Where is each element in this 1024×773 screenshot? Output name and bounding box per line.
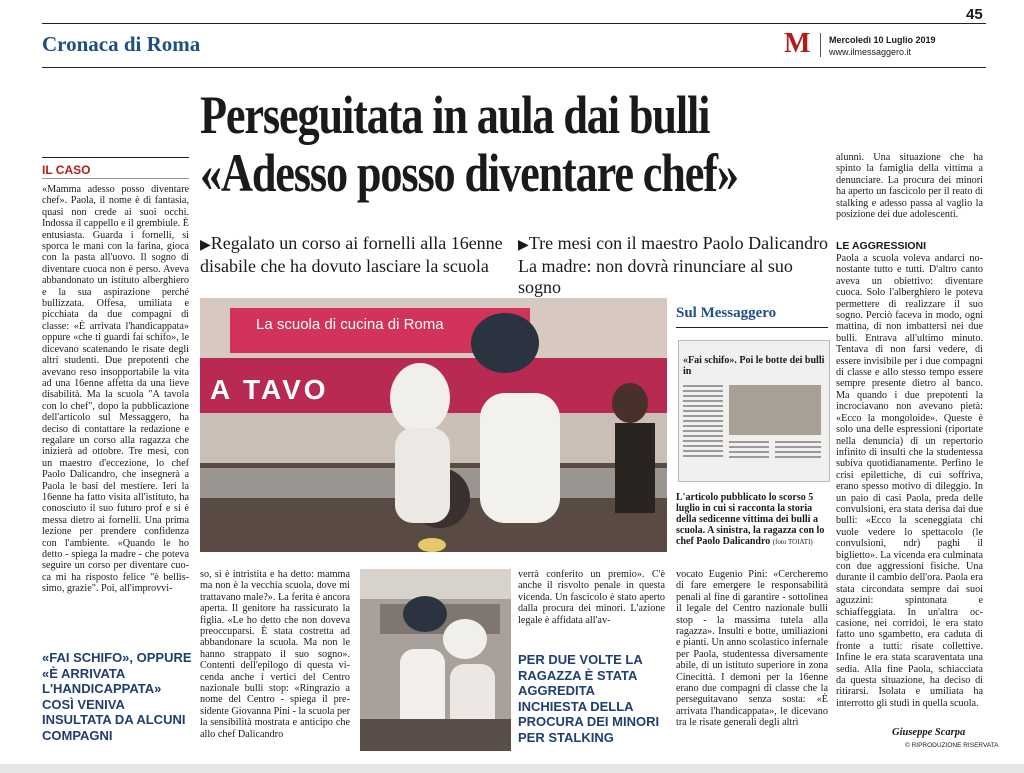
sidebar-title: Sul Messaggero xyxy=(676,305,777,321)
messaggero-logo: M xyxy=(784,28,811,59)
main-photo-illustration xyxy=(200,298,667,552)
subtitle-le-aggressioni: LE AGGRESSIONI xyxy=(836,240,927,252)
middle-column-2-text: verrà conferito un premio». C'è anche il risvolto penale in questa vicenda. Un fascicolo è stato aperto dalla procura dei minori. L'azione legale è affidata all'av- xyxy=(518,569,665,626)
clipping-columns xyxy=(679,379,829,482)
left-column-rule xyxy=(42,157,189,158)
middle-column-3-text: vocato Eugenio Pini: «Cercheremo di fare emergere le responsabilità penali al fine di garantire - sottolinea il legale del Centro nazionale bulli stop - la massima tutela alla ragazza». Insulti e botte, umiliazioni e pianti. Un anno scolastico infernale per Paola, studentessa diversamente abile, di un istituto superiore in zona Cinecittà. I demoni per la 16enne erano due compagni di classe che la perseguitavano senza sosta: «È arrivata l'handicappata», le dicevano tra le risate generali degli altri xyxy=(676,569,828,729)
secondary-photo xyxy=(360,569,511,751)
byline: Giuseppe Scarpa xyxy=(892,727,966,738)
sidebar-rule xyxy=(676,327,828,328)
website-url: www.ilmessaggero.it xyxy=(829,47,912,57)
sidebar-caption: L'articolo pubblicato lo scorso 5 luglio in cui si racconta la storia della sedicenne vittima dei bulli a scuola. A sinistra, la ragazza con lo chef Paolo Dalicandro (foto TOIATI) xyxy=(676,492,825,547)
masthead-divider xyxy=(820,33,821,57)
page-number: 45 xyxy=(966,6,983,23)
copyright-notice: © RIPRODUZIONE RISERVATA xyxy=(905,742,999,749)
right-column-text-1: alunni. Una situazione che ha spinto la famiglia della vittima a denunciare. La procura dei minori ha aperto un fascicolo per il reato di stalking e adesso passa al vaglio la posizione dei due adolescenti. xyxy=(836,152,983,221)
kicker-il-caso: IL CASO xyxy=(42,163,91,177)
photo-credit: (foto TOIATI) xyxy=(772,538,813,546)
subhead-1: ▶Regalato un corso ai fornelli alla 16enne disabile che ha dovuto lasciare la scuola xyxy=(200,233,503,276)
kicker-rule xyxy=(42,178,189,179)
section-title: Cronaca di Roma xyxy=(42,32,201,56)
triangle-right-icon: ▶ xyxy=(200,238,211,253)
top-rule xyxy=(42,23,986,24)
right-column-text-2: Paola a scuola voleva andarci nonostante tutto e tutti. D'altro canto aveva un obiettivo: diventare cuoca. Solo l'alberghiero le poteva permettere di realizzare il suo sogno. Perciò faceva in modo, ogni mattina, di non imbattersi nei due bulli. Entrava all'ultimo minuto. Tentava di non farsi vedere, di essere invisibile per i due compagni di classe e allo stesso tempo essere sempre presente dietro al banco. Ma quando i due prepotenti la incrociavano non avevano pietà: «Ecco la mongoloide». Queste è solo una delle espressioni (riportate nella denuncia) di un repertorio infinito di insulti che la studentessa subiva quotidianamente. Perfino le crisi epilettiche, di cui soffriva, erano spesso motivo di dileggio. In un paio di casi Paola, preda delle convulsioni, era stata derisa dai due bulli: «Ecco la sceneggiata chi vuole vedere lo spettacolo (le convulsioni, ndr) paghi il biglietto». La vicenda era culminata con due aggressioni fisiche. Una durante il cambio dell'ora. Paola era stata circondata sempre dai suoi aguzzini: spintonata e schiaffeggiata. In un'altra occasione, nei corridoi, le era stato fatto uno sgambetto, era caduta di fronte a tutti: risate collettive. Infine le era stata scaraventata una sedia. Alla fine Paola, schiacciata da questa situazione, ha deciso di ritirarsi. Isolata e umiliata ha interrotto gli studi in quella scuola. xyxy=(836,253,983,709)
page-bottom-band xyxy=(0,764,1024,773)
main-photo xyxy=(200,298,667,552)
school-sign: La scuola di cucina di Roma xyxy=(256,316,444,333)
pullquote-middle: PER DUE VOLTE LA RAGAZZA È STATA AGGREDITA INCHIESTA DELLA PROCURA DEI MINORI PER STALKING xyxy=(518,652,660,745)
header-rule xyxy=(42,67,986,68)
triangle-right-icon: ▶ xyxy=(518,238,529,253)
secondary-photo-illustration xyxy=(360,569,511,751)
left-column-text: «Mamma adesso posso diventare chef». Paola, il nome è di fantasia, quasi non crede ai suoi occhi. Indossa il cappello e il grembiule. È entusiasta. Guarda i fornelli, si sporca le mani con la farina, gioca con la pasta all'uovo. Il sogno di diventare cuoca non è perso. Aveva abbandonato un istituto alberghiero e la sua aspirazione perché bullizzata. Offesa, umiliata e picchiata da due compagni di classe: «È arrivata l'handicappata» oppure «che ti guardi fai schifo», le dicevano scatenando le risate degli altri studenti. Due prepotenti che avevano reso insopportabile la vita ad una 16enne affetta da una lieve disabilità. Ma la scuola "A tavola con lo chef", dopo la pubblicazione dell'articolo sul Messaggero, ha deciso di contattare la redazione e regalare un corso alla ragazza che inizierà ad ottobre. Tre mesi, con un maestro d'eccezione, lo chef Paolo Dalicandro, che insegnerà a Paola le basi del mestiere. Ieri la 16enne ha fatto visita all'istituto, ha conosciuto il suo futuro prof e si è messa dietro ai fornelli. Una prima lezione per prendere confidenza con l'ambiente. «Quando le ho detto - spiega la madre - che poteva seguire un corso per diventare cuoca mi ha risposto felice "è bellissimo, grazie". Poi, all'improvvi- xyxy=(42,184,189,595)
pullquote-left: «FAI SCHIFO», OPPURE «È ARRIVATA L'HANDICAPPATA» COSÌ VENIVA INSULTATA DA ALCUNI COMPAGNI xyxy=(42,650,192,743)
headline-line-2: «Adesso posso diventare chef» xyxy=(200,143,738,203)
article-clipping xyxy=(678,340,830,482)
issue-date: Mercoledì 10 Luglio 2019 xyxy=(829,35,936,45)
middle-column-1-text: so, si è intristita e ha detto: mamma ma non è la vecchia scuola, dove mi trattavano male?». La ferita è ancora aperta. Il genitore ha rassicurato la figlia. «Le ho detto che non doveva preoccuparsi. È stata costretta ad abbandonare la scuola. Ma non le hanno strappato il suo sogno». Contenti dell'epilogo di questa vicenda anche i vertici del Centro nazionale bulli stop: «Ringrazio a nome del Centro - spiega il presidente Giovanna Pini - la scuola per la sensibilità mostrata e anticipo che allo chef Dalicandro xyxy=(200,569,350,740)
subhead-2: ▶Tre mesi con il maestro Paolo Dalicandro La madre: non dovrà rinunciare al suo sogno xyxy=(518,233,829,297)
clipping-headline: «Fai schifo». Poi le botte dei bulli in xyxy=(683,355,825,377)
wall-lettering: A TAVO xyxy=(210,374,329,405)
headline-line-1: Perseguitata in aula dai bulli xyxy=(200,85,710,145)
